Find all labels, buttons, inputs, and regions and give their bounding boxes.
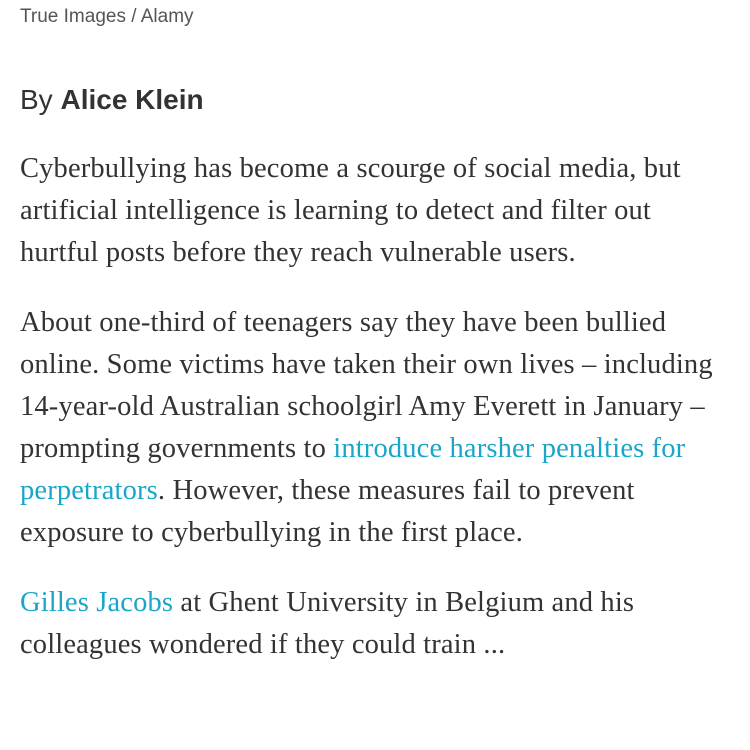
image-credit: True Images / Alamy <box>20 6 194 27</box>
article-page <box>20 0 735 694</box>
byline-prefix: By <box>20 84 53 115</box>
paragraph-1: Cyberbullying has become a scourge of social media, but artificial intelligence is learning to detect and filter out hurtful posts before they reach vulnerable users. <box>20 153 681 268</box>
paragraph-2-text-after: . However, these measures fail to prevent exposure to cyberbullying in the first place. <box>20 475 635 548</box>
paragraph-2 <box>20 302 735 554</box>
gilles-jacobs-link[interactable]: Gilles Jacobs <box>20 587 174 618</box>
author-name[interactable]: Alice Klein <box>60 84 204 115</box>
byline <box>20 82 735 118</box>
harsher-penalties-link[interactable]: introduce harsher penalties for perpetrators <box>20 433 686 506</box>
paragraph-3-text-after: at Ghent University in Belgium and his colleagues wondered if they could train ... <box>20 587 635 660</box>
article-body <box>20 148 735 666</box>
paragraph-3 <box>20 582 735 666</box>
paragraph-2-text-before: About one-third of teenagers say they have been bullied online. Some victims have taken their own lives – including 14-year-old Australian schoolgirl Amy Everett in January – prompting governments to <box>20 307 713 464</box>
